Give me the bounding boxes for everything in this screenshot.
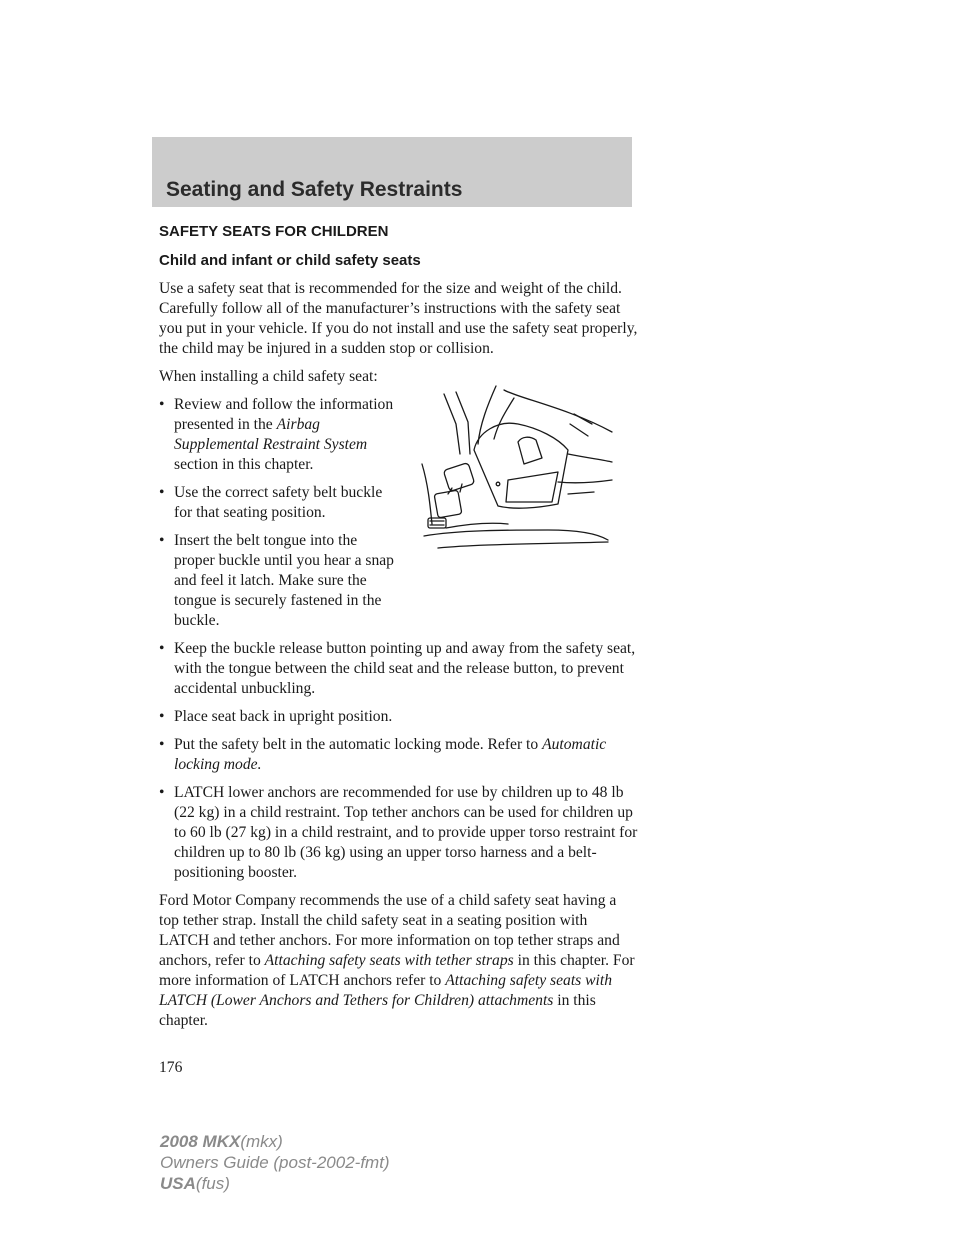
footer-line-1 — [160, 1131, 390, 1152]
closing-reference: Attaching safety seats with LATCH (Lower Anchors and Tethers for Children) attachments — [159, 972, 612, 1009]
list-item: • Keep the buckle release button pointing up and away from the safety seat, with the tongue between the child seat and the release button, to prevent accidental unbuckling. — [159, 639, 639, 699]
sub-heading: Child and infant or child safety seats — [159, 252, 421, 269]
bullet-reference: Airbag Supplemental Restraint System — [174, 416, 368, 453]
footer-market: USA — [160, 1174, 196, 1193]
bullet-text: Review and follow the information presented in the — [174, 396, 394, 433]
list-item — [159, 735, 639, 775]
main-heading: SAFETY SEATS FOR CHILDREN — [159, 223, 389, 240]
list-item: • Insert the belt tongue into the proper buckle until you hear a snap and feel it latch. Make sure the tongue is securely fastened in the buckle. — [159, 531, 399, 631]
list-item: • LATCH lower anchors are recommended for use by children up to 48 lb (22 kg) in a child restraint. Top tether anchors can be used for children up to 60 lb (27 kg) in a child restraint, and to provide upper torso restraint for children up to 80 lb (36 kg) using an upper torso harness and a belt-positioning booster. — [159, 783, 639, 883]
page-content — [159, 222, 639, 1039]
closing-text: Ford Motor Company recommends the use of a child safety seat having a top tether strap. Install the child safety seat in a seating position with LATCH and tether anchors. For more information on top tether straps and anchors, refer to — [159, 892, 620, 969]
list-item — [159, 395, 399, 475]
footer-market-code: (fus) — [195, 1174, 230, 1193]
list-item: • Place seat back in upright position. — [159, 707, 639, 727]
closing-reference: Attaching safety seats with tether straps — [264, 952, 514, 969]
footer-model: 2008 MKX — [160, 1132, 241, 1151]
footer-line-3 — [160, 1173, 390, 1194]
footer-meta — [160, 1131, 390, 1194]
footer-line-2: Owners Guide (post-2002-fmt) — [160, 1153, 390, 1172]
page-number: 176 — [159, 1059, 183, 1076]
list-item: • Use the correct safety belt buckle for that seating position. — [159, 483, 399, 523]
bullet-text: Put the safety belt in the automatic locking mode. Refer to — [174, 736, 539, 753]
closing-text: in this chapter. — [159, 992, 596, 1029]
bullet-reference: Automatic locking mode. — [174, 736, 607, 773]
footer-model-code: (mkx) — [240, 1132, 283, 1151]
bullet-text: section in this chapter. — [174, 456, 314, 473]
install-lead: When installing a child safety seat: — [159, 368, 378, 385]
closing-text: in this chapter. For more information of LATCH anchors refer to — [159, 952, 635, 989]
seat-belt-buckle-illustration — [418, 384, 614, 556]
closing-paragraph — [159, 891, 639, 1031]
section-title: Seating and Safety Restraints — [166, 178, 463, 201]
intro-paragraph: Use a safety seat that is recommended for the size and weight of the child. Carefully follow all of the manufacturer’s instructions with the safety seat you put in your vehicle. If you do not install and use the safety seat properly, the child may be injured in a sudden stop or collision. — [159, 280, 638, 357]
